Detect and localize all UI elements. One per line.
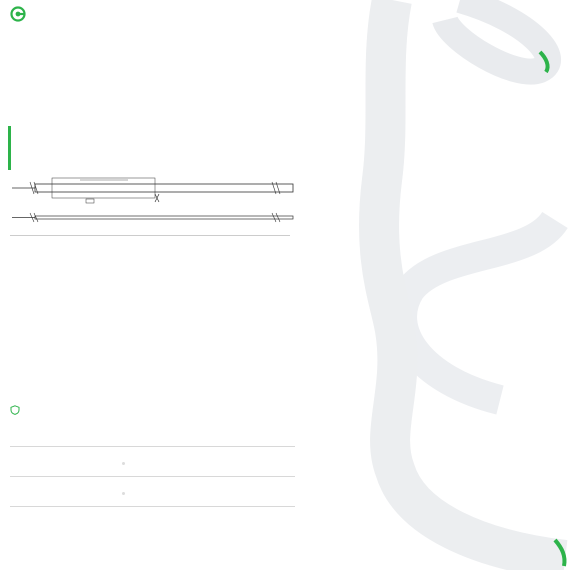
ip-heading: [10, 405, 28, 415]
white-color-dot: [122, 492, 125, 495]
strip-side-outline: [35, 216, 293, 219]
warranty-icon: [10, 6, 26, 22]
title-accent-bar: [8, 126, 11, 170]
strip-diagram: [10, 172, 300, 232]
strip-coil-middle: [402, 220, 555, 400]
row-divider: [10, 446, 295, 447]
row-divider: [10, 476, 295, 477]
warranty-badge: [10, 6, 34, 22]
row-3-color: [122, 492, 128, 495]
row-2-color: [122, 462, 128, 465]
resistor-mark: [86, 199, 94, 203]
cut-mark: [155, 194, 159, 202]
strip-coil-back: [445, 0, 548, 72]
strip-top-outline: [35, 184, 293, 192]
dimension-divider: [10, 235, 290, 236]
row-divider: [10, 506, 295, 507]
white-color-dot: [122, 462, 125, 465]
shield-icon: [10, 405, 20, 415]
product-photo: [300, 0, 570, 570]
